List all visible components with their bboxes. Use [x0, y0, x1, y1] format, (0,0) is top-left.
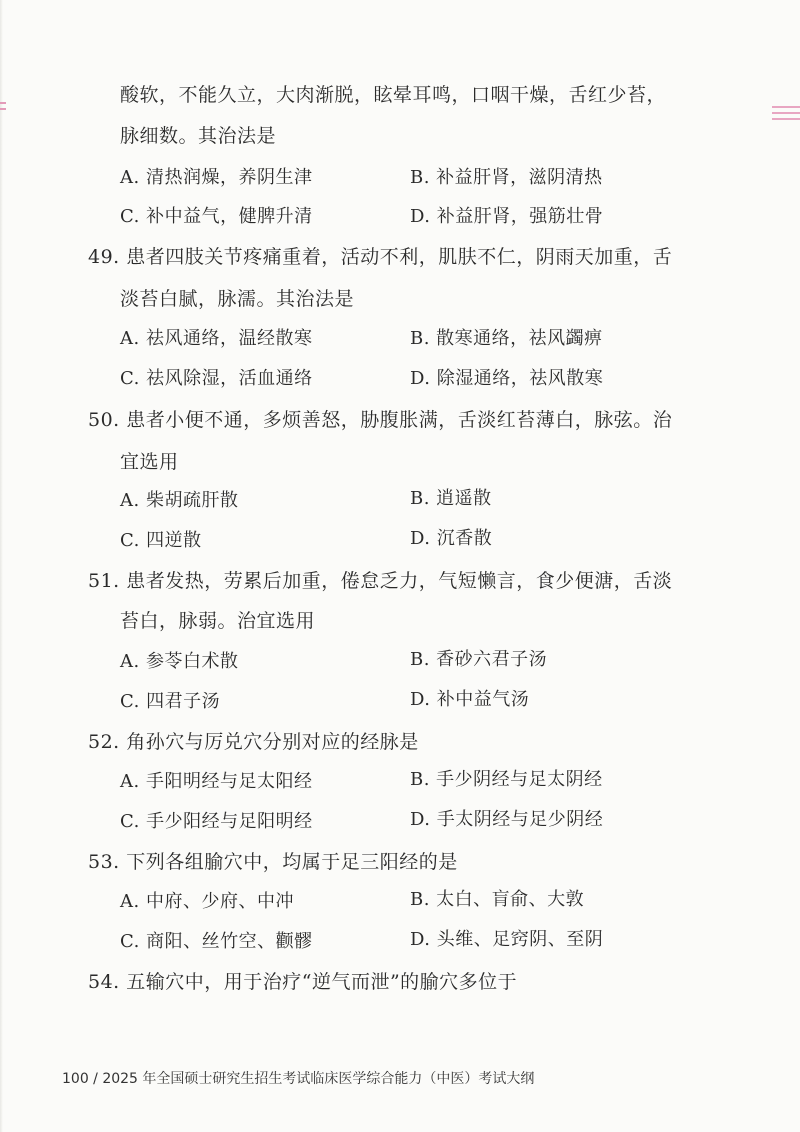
- option-b: B. 香砂六君子汤: [410, 649, 548, 670]
- option-a: A. 清热润燥，养阴生津: [120, 167, 313, 188]
- edge-mark-right: [772, 118, 800, 120]
- question-text: 53. 下列各组腧穴中，均属于足三阳经的是: [88, 851, 458, 873]
- option-d: D. 头维、足窍阴、至阴: [410, 929, 604, 950]
- option-d: D. 补益肝肾，强筋壮骨: [410, 206, 604, 227]
- edge-mark-right: [772, 112, 800, 114]
- edge-mark-left: [0, 108, 6, 110]
- question-text: 50. 患者小便不通，多烦善怒，胁腹胀满，舌淡红苔薄白，脉弦。治: [88, 409, 673, 431]
- question-text: 苔白，脉弱。治宜选用: [120, 610, 316, 632]
- option-b: B. 散寒通络，祛风蠲痹: [410, 328, 603, 349]
- question-text: 49. 患者四肢关节疼痛重着，活动不利，肌肤不仁，阴雨天加重，舌: [88, 246, 673, 268]
- page-edge-shadow: [0, 0, 3, 1132]
- option-c: C. 祛风除湿，活血通络: [120, 368, 313, 389]
- option-c: C. 商阳、丝竹空、颧髎: [120, 931, 313, 952]
- question-text: 52. 角孙穴与厉兑穴分别对应的经脉是: [88, 731, 419, 753]
- question-text: 脉细数。其治法是: [120, 125, 277, 147]
- option-a: A. 柴胡疏肝散: [120, 490, 239, 511]
- page-footer: 100 / 2025 年全国硕士研究生招生考试临床医学综合能力（中医）考试大纲: [62, 1071, 535, 1087]
- option-c: C. 手少阳经与足阳明经: [120, 811, 313, 832]
- edge-mark-right: [772, 106, 800, 108]
- option-c: C. 补中益气，健脾升清: [120, 206, 313, 227]
- option-a: A. 祛风通络，温经散寒: [120, 328, 313, 349]
- option-d: D. 沉香散: [410, 528, 493, 549]
- option-a: A. 中府、少府、中冲: [120, 891, 294, 912]
- question-text: 54. 五输穴中，用于治疗“逆气而泄”的腧穴多位于: [88, 971, 518, 993]
- option-b: B. 手少阴经与足太阴经: [410, 769, 603, 790]
- option-d: D. 补中益气汤: [410, 689, 530, 710]
- option-b: B. 补益肝肾，滋阴清热: [410, 167, 603, 188]
- question-text: 酸软，不能久立，大肉渐脱，眩晕耳鸣，口咽干燥，舌红少苔，: [120, 84, 667, 106]
- edge-mark-left: [0, 102, 6, 104]
- option-b: B. 逍遥散: [410, 488, 492, 509]
- option-c: C. 四逆散: [120, 530, 202, 551]
- option-d: D. 除湿通络，祛风散寒: [410, 368, 604, 389]
- option-a: A. 手阳明经与足太阳经: [120, 771, 313, 792]
- question-text: 宜选用: [120, 451, 179, 473]
- option-d: D. 手太阴经与足少阴经: [410, 809, 604, 830]
- question-text: 51. 患者发热，劳累后加重，倦怠乏力，气短懒言，食少便溏，舌淡: [88, 570, 673, 592]
- option-a: A. 参苓白术散: [120, 651, 239, 672]
- question-text: 淡苔白腻，脉濡。其治法是: [120, 288, 355, 310]
- option-c: C. 四君子汤: [120, 691, 221, 712]
- option-b: B. 太白、肓俞、大敦: [410, 889, 585, 910]
